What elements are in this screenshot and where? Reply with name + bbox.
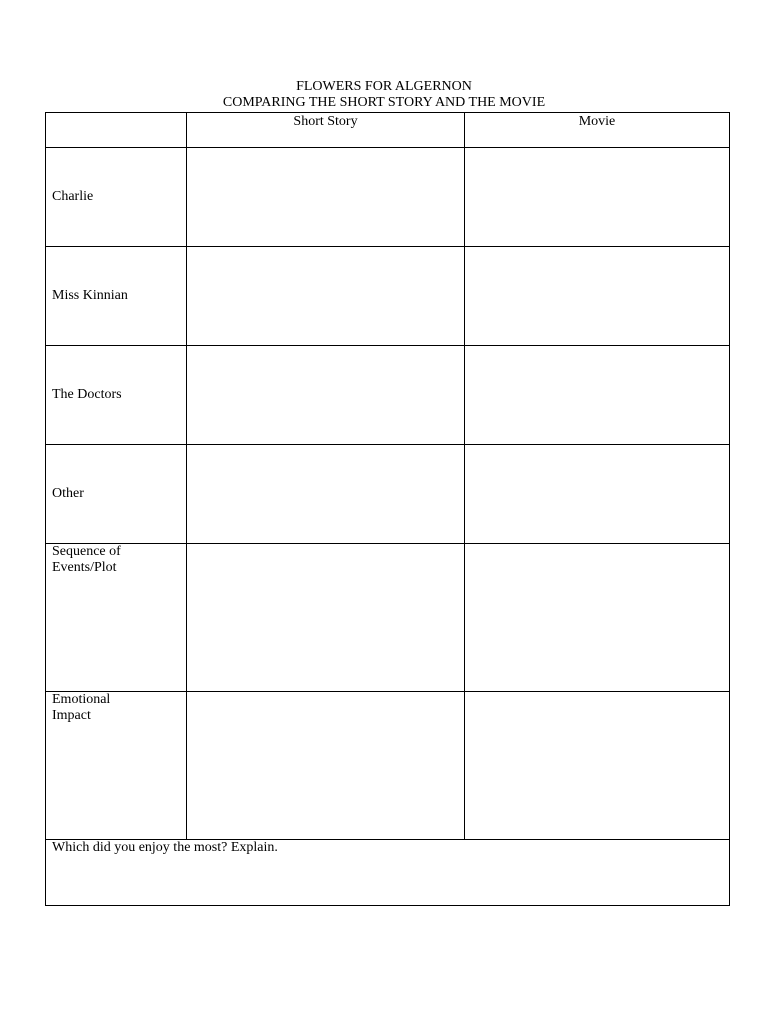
movie-cell[interactable] (465, 346, 730, 445)
row-label-sequence-text: Sequence of Events/Plot (52, 544, 121, 575)
movie-cell[interactable] (465, 692, 730, 840)
short-story-cell[interactable] (187, 544, 465, 692)
comparison-table (45, 112, 730, 906)
row-label-the-doctors: The Doctors (46, 346, 187, 445)
short-story-cell[interactable] (187, 148, 465, 247)
enjoy-most-prompt[interactable]: Which did you enjoy the most? Explain. (46, 840, 730, 906)
row-label-emotional-text: Emotional Impact (52, 692, 111, 723)
row-label-sequence-of-events (46, 544, 187, 692)
movie-cell[interactable] (465, 247, 730, 346)
title-line-2: COMPARING THE SHORT STORY AND THE MOVIE (222, 95, 546, 110)
table-row (46, 148, 730, 247)
row-label-emotional-impact (46, 692, 187, 840)
short-story-cell[interactable] (187, 346, 465, 445)
short-story-cell[interactable] (187, 445, 465, 544)
short-story-cell[interactable] (187, 692, 465, 840)
header-movie: Movie (465, 113, 730, 148)
movie-cell[interactable] (465, 544, 730, 692)
worksheet-title (0, 79, 768, 111)
row-label-miss-kinnian: Miss Kinnian (46, 247, 187, 346)
header-short-story: Short Story (187, 113, 465, 148)
header-cell-blank (46, 113, 187, 148)
table-row (46, 247, 730, 346)
short-story-cell[interactable] (187, 247, 465, 346)
movie-cell[interactable] (465, 445, 730, 544)
movie-cell[interactable] (465, 148, 730, 247)
row-label-other: Other (46, 445, 187, 544)
table-footer-row (46, 840, 730, 906)
table-row (46, 544, 730, 692)
table-row (46, 692, 730, 840)
table-row (46, 346, 730, 445)
table-header-row (46, 113, 730, 148)
title-line-1: FLOWERS FOR ALGERNON (296, 79, 472, 94)
table-row (46, 445, 730, 544)
row-label-charlie: Charlie (46, 148, 187, 247)
